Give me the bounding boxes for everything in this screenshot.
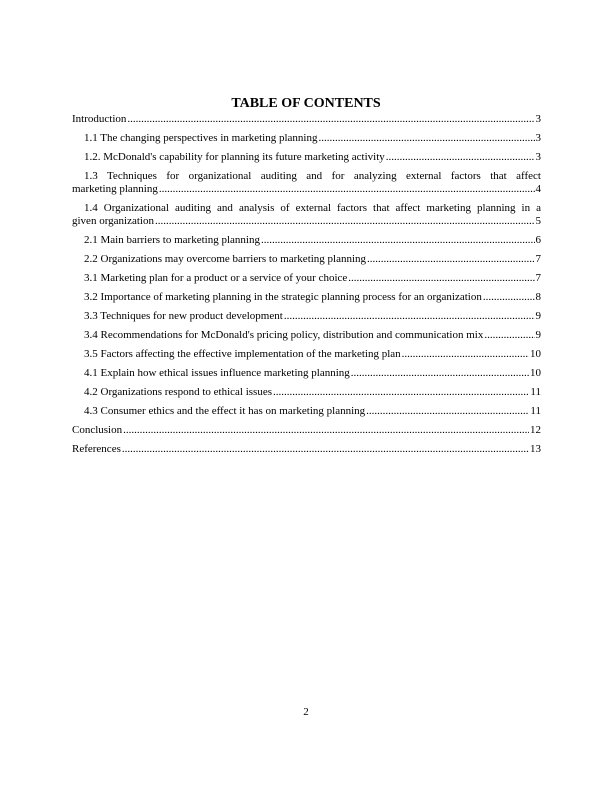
table-of-contents — [72, 113, 541, 462]
toc-entry-1-2[interactable] — [72, 151, 541, 164]
toc-entry-text: 3.4 Recommendations for McDonald's pricing policy, distribution and communication mix — [84, 329, 484, 341]
dot-leader — [284, 310, 535, 323]
toc-entry-text: 4.3 Consumer ethics and the effect it has on marketing planning — [84, 405, 366, 417]
dot-leader — [155, 215, 535, 228]
toc-entry-text: 4.1 Explain how ethical issues influence marketing planning — [84, 367, 350, 379]
page-number: 2 — [303, 706, 309, 718]
toc-page-number: 13 — [530, 443, 541, 455]
toc-entry-2-1[interactable] — [72, 234, 541, 247]
dot-leader — [261, 234, 535, 247]
toc-entry-introduction[interactable] — [72, 113, 541, 126]
toc-entry-1-3[interactable] — [72, 170, 541, 196]
toc-entry-text: 3.1 Marketing plan for a product or a service of your choice — [84, 272, 348, 284]
toc-entry-text: Introduction — [72, 113, 127, 125]
dot-leader — [348, 272, 534, 285]
toc-page-number: 7 — [535, 272, 541, 284]
toc-page-number: 12 — [530, 424, 541, 436]
toc-page-number: 10 — [530, 367, 541, 379]
toc-title: TABLE OF CONTENTS — [231, 96, 381, 111]
dot-leader — [386, 151, 535, 164]
toc-page-number: 3 — [535, 151, 541, 163]
toc-entry-text: 4.2 Organizations respond to ethical issues — [84, 386, 272, 398]
toc-entry-text-line1: 1.3 Techniques for organizational auditing and for analyzing external factors that affect — [84, 170, 541, 182]
toc-page-number: 8 — [535, 291, 541, 303]
toc-entry-1-1[interactable] — [72, 132, 541, 145]
toc-page-number: 11 — [530, 405, 541, 417]
toc-entry-2-2[interactable] — [72, 253, 541, 266]
dot-leader — [122, 443, 529, 456]
dot-leader — [483, 291, 535, 304]
dot-leader — [351, 367, 529, 380]
toc-entry-text: marketing planning — [72, 183, 158, 195]
toc-entry-4-3[interactable] — [72, 405, 541, 418]
toc-entry-3-4[interactable] — [72, 329, 541, 342]
toc-entry-3-5[interactable] — [72, 348, 541, 361]
dot-leader — [123, 424, 529, 437]
toc-entry-1-4[interactable] — [72, 202, 541, 228]
toc-page-number: 9 — [535, 329, 541, 341]
toc-entry-text: 1.1 The changing perspectives in marketing planning — [84, 132, 318, 144]
toc-page-number: 3 — [535, 132, 541, 144]
dot-leader — [402, 348, 529, 361]
toc-entry-4-2[interactable] — [72, 386, 541, 399]
dot-leader — [273, 386, 529, 399]
toc-entry-text: given organization — [72, 215, 154, 227]
dot-leader — [366, 405, 529, 418]
dot-leader — [484, 329, 534, 342]
toc-entry-3-1[interactable] — [72, 272, 541, 285]
dot-leader — [159, 183, 535, 196]
dot-leader — [127, 113, 534, 126]
toc-page-number: 3 — [535, 113, 541, 125]
toc-entry-3-2[interactable] — [72, 291, 541, 304]
toc-page-number: 4 — [535, 183, 541, 195]
dot-leader — [319, 132, 535, 145]
toc-entry-references[interactable] — [72, 443, 541, 456]
toc-page-number: 11 — [530, 386, 541, 398]
toc-entry-text: 3.2 Importance of marketing planning in the strategic planning process for an organization — [84, 291, 482, 303]
toc-page-number: 5 — [535, 215, 541, 227]
toc-entry-text: 3.3 Techniques for new product development — [84, 310, 283, 322]
toc-entry-text: 1.2. McDonald's capability for planning its future marketing activity — [84, 151, 385, 163]
toc-entry-4-1[interactable] — [72, 367, 541, 380]
toc-page-number: 6 — [535, 234, 541, 246]
dot-leader — [367, 253, 534, 266]
toc-entry-text-line1: 1.4 Organizational auditing and analysis of external factors that affect marketing planning in a — [84, 202, 541, 214]
toc-entry-conclusion[interactable] — [72, 424, 541, 437]
toc-entry-text: References — [72, 443, 121, 455]
toc-entry-text: 2.2 Organizations may overcome barriers to marketing planning — [84, 253, 367, 265]
toc-page-number: 9 — [535, 310, 541, 322]
toc-entry-text: Conclusion — [72, 424, 123, 436]
toc-page-number: 7 — [535, 253, 541, 265]
toc-entry-text: 3.5 Factors affecting the effective implementation of the marketing plan — [84, 348, 401, 360]
toc-entry-text: 2.1 Main barriers to marketing planning — [84, 234, 260, 246]
toc-entry-3-3[interactable] — [72, 310, 541, 323]
toc-page-number: 10 — [530, 348, 541, 360]
